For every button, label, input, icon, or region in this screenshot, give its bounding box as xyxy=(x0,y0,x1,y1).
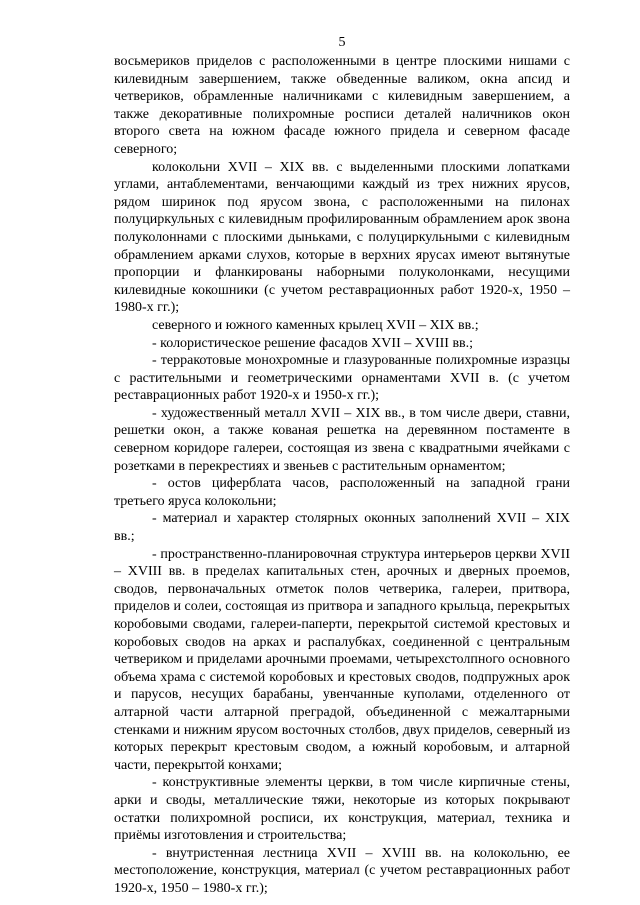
document-page xyxy=(114,34,570,898)
paragraph-bell-tower: колокольни XVII – XIX вв. с выделенными плоскими лопатками углами, антаблементами, венчающими каждый из трех нижних ярусов, рядом ширинок под ярусом звона, с расположенными на пилонах полуциркульных с килевидным профилированным обрамлением арок звона полуколоннами с плоскими дыньками, с полуциркульными с килевидным обрамлением арками слухов, которые в верхних ярусах имеют вытянутые пропорции и фланкированы наборными полуколонками, несущими килевидные кокошники (с учетом реставрационных работ 1920-х, 1950 – 1980-х гг.); xyxy=(114,159,570,316)
paragraph-window-joinery: - материал и характер столярных оконных заполнений XVII – XIX вв.; xyxy=(114,511,570,545)
paragraph-structural-elements: - конструктивные элементы церкви, в том числе кирпичные стены, арки и своды, металлические тяжи, некоторые из которых покрывают остатки полихромной росписи, их конструкция, материал, техника и приёмы изготовления и строительства; xyxy=(114,775,570,844)
paragraph-tiles: - терракотовые монохромные и глазурованные полихромные изразцы с растительными и геометрическими орнаментами XVII в. (с учетом реставрационных работ 1920-х и 1950-х гг.); xyxy=(114,353,570,404)
paragraph-metalwork: - художественный металл XVII – XIX вв., в том числе двери, ставни, решетки окон, а также кованая решетка на деревянном постаменте в северном коридоре галереи, состоящая из звена с квадратными ячейками с розетками в перекрестиях и звеньев с растительным орнаментом; xyxy=(114,405,570,474)
page-number: 5 xyxy=(338,35,346,50)
paragraph-facade-colors: - колористическое решение фасадов XVII – XVIII вв.; xyxy=(152,335,474,351)
paragraph-clock-dial: - остов циферблата часов, расположенный на западной грани третьего яруса колокольни; xyxy=(114,476,570,509)
paragraph-interior-structure: - пространственно-планировочная структура интерьеров церкви XVII – XVIII вв. в пределах капитальных стен, арочных и дверных проемов, сводов, первоначальных отметок полов четверика, галереи, притвора, приделов и солеи, состоящая из притвора и западного крыльца, перекрытых коробовыми сводами, галереи-паперти, перекрытой системой крестовых и коробовых сводов на арках и распалубках, соединенной с центральным четвериком и приделами арочными проемами, четырехстолпного основного объема храма с системой коробовых и крестовых сводов, подпружных арок и парусов, несущих барабаны, увенчанные куполами, отделенного от алтарной части алтарной преградой, объединенной с межалтарными стенками и нижним ярусом восточных столбов, двух приделов, северный из которых перекрыт крестовым сводом, а южный коробовым, и алтарной части, перекрытой конхами; xyxy=(114,546,570,773)
paragraph-continuation: восьмериков приделов с расположенными в центре плоскими нишами с килевидным завершением, также обведенные валиком, окна апсид и четвериков, обрамленные наличниками с килевидным завершением, а также декоративные полихромные росписи деталей наличников окон второго света на южном фасаде южного придела и северном фасаде северного; xyxy=(114,54,570,157)
paragraph-staircase: - внутристенная лестница XVII – XVIII вв. на колокольню, ее местоположение, конструкция, материал (с учетом реставрационных работ 1920-х, 1950 – 1980-х гг.); xyxy=(114,845,570,896)
paragraph-porches: северного и южного каменных крылец XVII – XIX вв.; xyxy=(152,317,479,333)
